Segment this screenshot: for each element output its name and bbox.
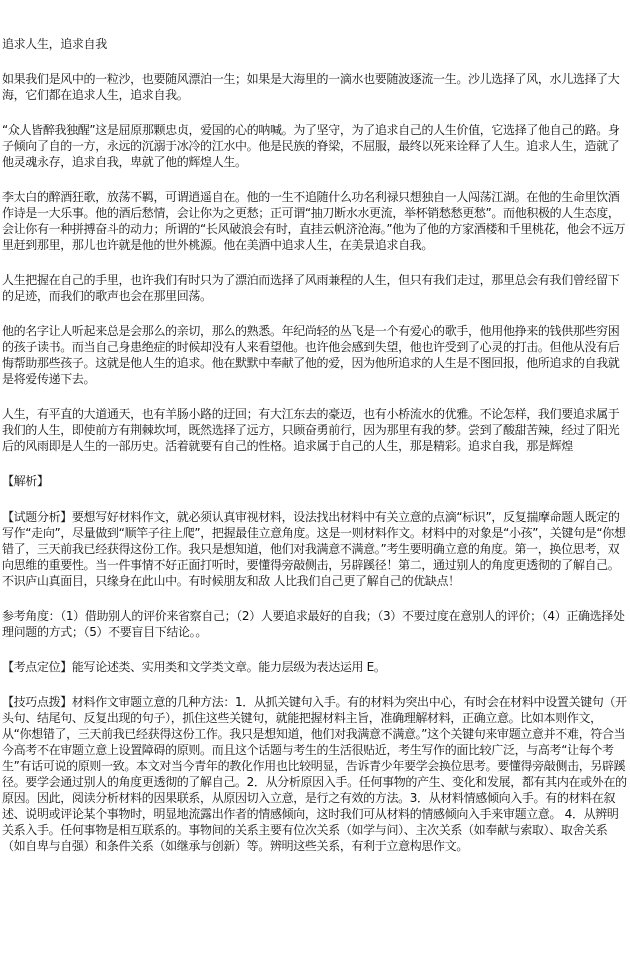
essay-paragraph-1: 如果我们是风中的一粒沙，也要随风漂泊一生；如果是大海里的一滴水也要随波逐流一生。沙儿选择了风，水儿选择了大海，它们都在追求人生，追求自我。: [2, 72, 620, 102]
essay-title: 追求人生，追求自我: [2, 37, 107, 51]
analysis-paragraph: 【试题分析】要想写好材料作文，就必须认真审视材料，设法找出材料中有关立意的点滴“标识”，反复揣摩命题人既定的写作“走向”，尽量做到“顺竿子往上爬”，把握最佳立意角度。这是一则材料作文。材料中的对象是“小孩”，关键句是“你想错了，三天前我已经获得这份工作。我只是想知道，他们对我满意不满意。”考生要明确立意的角度。第一，换位思考，双向思维的重要性。当一件事情不好正面打听时，要懂得旁敲侧击，另辟蹊径！第二，通过别人的角度更透彻的了解自己。不识庐山真面目，只缘身在此山中。有时候朋友和敌 人比我们自己更了解自己的优缺点！: [2, 510, 626, 588]
jiqiao-paragraph: 【技巧点拨】材料作文审题立意的几种方法：1．从抓关键句入手。有的材料为突出中心，有时会在材料中设置关键句（开头句、结尾句、反复出现的句子），抓住这些关键句，就能把握材料主旨，准确理解材料，正确立意。比如本则作文，从“你想错了，三天前我已经获得这份工作。我只是想知道，他们对我满意不满意。”这个关键句来审题立意并不难，符合当今高考不在审题立意上设置障碍的原则。而且这个话题与考生的生活很贴近，考生写作的面比较广泛，与高考“让每个考生”有话可说的原则一致。本文对当今青年的教化作用也比较明显，告诉青少年要学会换位思考。要懂得旁敲侧击，另辟蹊径。要学会通过别人的角度更透彻的了解自己。2．从分析原因入手。任何事物的产生、变化和发展，都有其内在或外在的原因。因此，阅读分析材料的因果联系，从原因切入立意，是行之有效的方法。3．从材料情感倾向入手。有的材料在叙述、说明或评论某个事物时，明显地流露出作者的情感倾向，这时我们可从材料的情感倾向入手来审题立意。 4．从辨明关系入手。任何事物是相互联系的。事物间的关系主要有位次关系（如学与问）、主次关系（如奉献与索取）、取舍关系（如自卑与自强）和条件关系（如继承与创新）等。辨明这些关系，有利于立意构思作文。: [2, 695, 627, 853]
essay-paragraph-5: 他的名字让人听起来总是会那么的亲切，那么的熟悉。年纪尚轻的丛飞是一个有爱心的歌手，他用他挣来的钱供那些穷困的孩子读书。而当自己身患绝症的时候却没有人来看望他。也许他会感到失望，他也许受到了心灵的打击。但他从没有后悔帮助那些孩子。这就是他人生的追求。他在默默中奉献了他的爱，因为他所追求的人生是不图回报，他所追求的自我就是将爱传递下去。: [2, 324, 620, 386]
essay-paragraph-6: 人生，有平直的大道通天，也有羊肠小路的迂回；有大江东去的豪迈，也有小桥流水的优雅。不论怎样，我们要追求属于我们的人生，即使前方有荆棘坎坷，既然选择了远方，只顾奋勇前行，因为那里有我的梦。尝到了酸甜苦辣，经过了阳光后的风雨即是人生的一部历史。活着就要有自己的性格。追求属于自己的人生，那是精彩。追求自我，那是辉煌: [2, 407, 620, 453]
analysis-heading: 【解析】: [2, 474, 49, 488]
reference-angles: 参考角度：（1）借助别人的评价来省察自己；（2）人要追求最好的自我；（3）不要过度在意别人的评价；（4）正确选择处理问题的方式；（5）不要盲目下结论。。: [2, 609, 625, 639]
essay-paragraph-4: 人生把握在自己的手里，也许我们有时只为了漂泊而选择了风雨兼程的人生，但只有我们走过，那里总会有我们曾经留下的足迹，而我们的歌声也会在那里回荡。: [2, 273, 620, 303]
kaodian-paragraph: 【考点定位】能写论述类、实用类和文学类文章。能力层级为表达运用 E。: [2, 660, 386, 674]
essay-paragraph-3: 李太白的醉酒狂歌，放荡不羁，可谓逍遥自在。他的一生不追随什么功名利禄只想独自一人闯荡江湖。在他的生命里饮酒作诗是一大乐事。他的酒后愁情，会让你为之更愁；正可谓“抽刀断水水更流，举杯销愁愁更愁”。而他积极的人生态度，会让你有一种拼搏奋斗的动力；所谓的“长风破浪会有时，直挂云帆济沧海。”他为了他的方家酒楼和千里桃花，他会不远万里赶到那里，那儿也许就是他的世外桃源。他在美酒中追求人生，在美景追求自我。: [2, 190, 626, 252]
essay-paragraph-2: “众人皆醉我独醒”这是屈原那颗忠贞，爱国的心的呐喊。为了坚守，为了追求自己的人生价值，它选择了他自己的路。身子倾向了自的一方，永远的沉溺于冰冷的江水中。他是民族的脊梁，不屈服，最终以死来诠释了人生。追求人生，造就了他灵魂永存，追求自我，卑就了他的辉煌人生。: [2, 123, 620, 169]
